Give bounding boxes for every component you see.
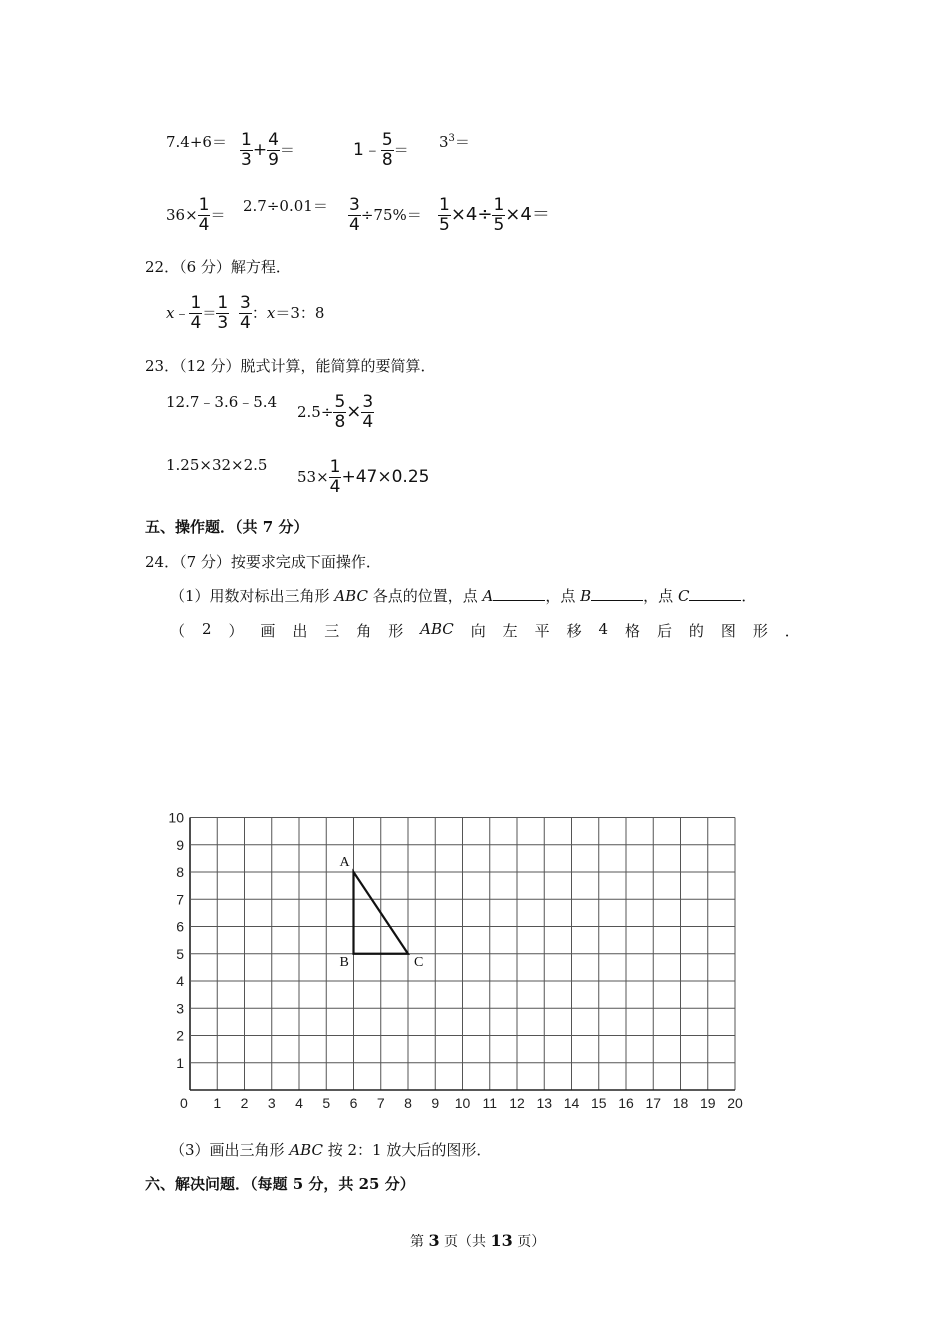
y-axis-tick-label: 2 [176, 1027, 184, 1044]
calc-fraction-div-percent: $\frac{3}{4}$ ÷75%＝ [349, 195, 422, 235]
q24-part2-token: 图 [720, 622, 736, 640]
question-24-heading: 24．（7 分）按要求完成下面操作． [145, 553, 381, 571]
page-footer: 第 3 页（共 13 页） [410, 1231, 546, 1250]
question-22-heading: 22．（6 分）解方程． [145, 258, 291, 276]
q24-part2-token: 形 [752, 622, 768, 640]
x-axis-tick-label: 15 [590, 1095, 607, 1111]
question-23-heading: 23．（12 分）脱式计算，能简算的要简算． [145, 357, 436, 375]
vertex-label-c: C [414, 954, 424, 970]
y-axis-tick-label: 1 [176, 1054, 184, 1071]
q24-part2-token: 移 [566, 622, 582, 640]
q24-part2-token: 后 [656, 622, 672, 640]
q24-part2-token: 4 [598, 620, 609, 638]
y-axis-tick-label: 5 [176, 945, 184, 962]
fraction: $\frac{4}{9}$ [268, 130, 279, 170]
q24-part2-token: ） [228, 622, 244, 640]
fraction: $\frac{5}{8}$ [381, 130, 393, 170]
calc-12-7-minus: 12.7﹣3.6﹣5.4 [166, 393, 278, 411]
y-axis-tick-label: 8 [176, 864, 184, 880]
y-axis-tick-label: 7 [176, 891, 184, 908]
q24-part2-token: 出 [292, 622, 308, 640]
fraction: $\frac{5}{8}$ [334, 392, 346, 432]
y-axis-tick-label: 6 [176, 918, 184, 935]
vertex-label-b: B [339, 954, 349, 970]
x-axis-tick-label: 16 [618, 1095, 634, 1111]
x-axis-tick-label: 0 [180, 1095, 188, 1111]
calc-fraction-mixed: $\frac{1}{5}$ ×4÷ $\frac{1}{5}$ ×4＝ [439, 195, 550, 235]
q24-part2-token: 画 [260, 622, 276, 640]
x-axis-tick-label: 12 [509, 1095, 525, 1111]
fraction: $\frac{1}{3}$ [241, 130, 252, 170]
fraction: $\frac{1}{4}$ [329, 457, 341, 497]
fraction: $\frac{1}{4}$ [198, 195, 210, 235]
calc-7-4-plus-6: 7.4+6＝ [166, 133, 227, 151]
q24-part2-token: （ [170, 622, 186, 640]
section-6-heading: 六、解决问题．（每题 5 分，共 25 分） [145, 1175, 415, 1193]
calc-36-times-fraction: 36× $\frac{1}{4}$ ＝ [166, 195, 226, 235]
q24-part2-token: 平 [534, 622, 550, 640]
x-axis-tick-label: 13 [536, 1095, 553, 1111]
y-axis-tick-label: 10 [168, 809, 184, 826]
y-axis-tick-label: 3 [176, 1000, 184, 1017]
fraction: $\frac{1}{5}$ [439, 195, 450, 235]
coordinate-grid [160, 800, 760, 1120]
x-axis-tick-label: 9 [431, 1095, 440, 1111]
fraction: $\frac{1}{4}$ [190, 293, 202, 333]
calc-power: $3^3=$ [439, 133, 470, 151]
answer-blank-c[interactable] [689, 586, 741, 601]
fraction: $\frac{1}{3}$ [217, 293, 229, 333]
x-axis-tick-label: 7 [376, 1095, 385, 1111]
x-axis-tick-label: 2 [240, 1095, 249, 1111]
x-axis-tick-label: 4 [295, 1095, 303, 1111]
x-axis-tick-label: 14 [563, 1095, 580, 1111]
y-axis-tick-label: 4 [176, 973, 184, 989]
calc-53-times-fraction: 53× $\frac{1}{4}$ +47×0.25 [297, 457, 430, 497]
q24-part3: （3）画出三角形 ABC 按 2：1 放大后的图形． [170, 1141, 492, 1159]
q24-part2-token: ABC [420, 620, 454, 638]
fraction: $\frac{3}{4}$ [362, 392, 374, 432]
vertex-label-a: A [339, 855, 350, 870]
fraction: $\frac{1}{5}$ [493, 195, 505, 235]
q24-part2-token: 向 [470, 622, 486, 640]
q24-part2-token: ． [784, 622, 800, 640]
x-axis-tick-label: 18 [672, 1095, 689, 1111]
equation-2: $\frac{3}{4}$ ：x＝3：8 [240, 293, 325, 333]
x-axis-tick-label: 17 [645, 1095, 662, 1111]
q24-part1: （1）用数对标出三角形 ABC 各点的位置，点 A ，点 B ，点 C ． [170, 587, 757, 605]
equation-1: x﹣ $\frac{1}{4}$ ＝ $\frac{1}{3}$ [166, 293, 229, 333]
y-axis-tick-label: 9 [176, 836, 184, 853]
q24-part2-token: 2 [201, 620, 212, 638]
q24-part2-token: 格 [625, 622, 641, 640]
q24-part2-token: 左 [502, 622, 518, 640]
section-5-heading: 五、操作题．（共 7 分） [145, 518, 309, 536]
answer-blank-a[interactable] [493, 586, 545, 601]
fraction: $\frac{3}{4}$ [349, 195, 360, 235]
q24-part2-token: 形 [388, 622, 404, 640]
x-axis-tick-label: 5 [322, 1095, 331, 1111]
x-axis-tick-label: 8 [404, 1095, 412, 1111]
calc-one-minus-fraction: 1﹣ $\frac{5}{8}$ ＝ [353, 130, 409, 170]
q24-part2-token: 三 [324, 622, 340, 640]
x-axis-tick-label: 3 [267, 1095, 276, 1111]
x-axis-tick-label: 11 [482, 1095, 498, 1111]
calc-2-7-div-0-01: 2.7÷0.01＝ [243, 197, 328, 215]
x-axis-tick-label: 6 [349, 1095, 358, 1111]
x-axis-tick-label: 10 [454, 1095, 471, 1111]
x-axis-tick-label: 19 [699, 1095, 716, 1111]
q24-part2-token: 的 [688, 622, 704, 640]
x-axis-tick-label: 20 [727, 1095, 743, 1111]
x-axis-tick-label: 1 [213, 1095, 222, 1111]
fraction: $\frac{3}{4}$ [240, 293, 251, 333]
q24-part2 [170, 620, 800, 641]
q24-part2-token: 角 [356, 622, 372, 640]
calc-2-5-div-fraction: 2.5÷ $\frac{5}{8}$ × $\frac{3}{4}$ [297, 392, 374, 432]
calc-fraction-sum: $\frac{1}{3}$ + $\frac{4}{9}$ ＝ [241, 130, 295, 170]
answer-blank-b[interactable] [591, 586, 643, 601]
calc-1-25-times: 1.25×32×2.5 [166, 456, 268, 474]
